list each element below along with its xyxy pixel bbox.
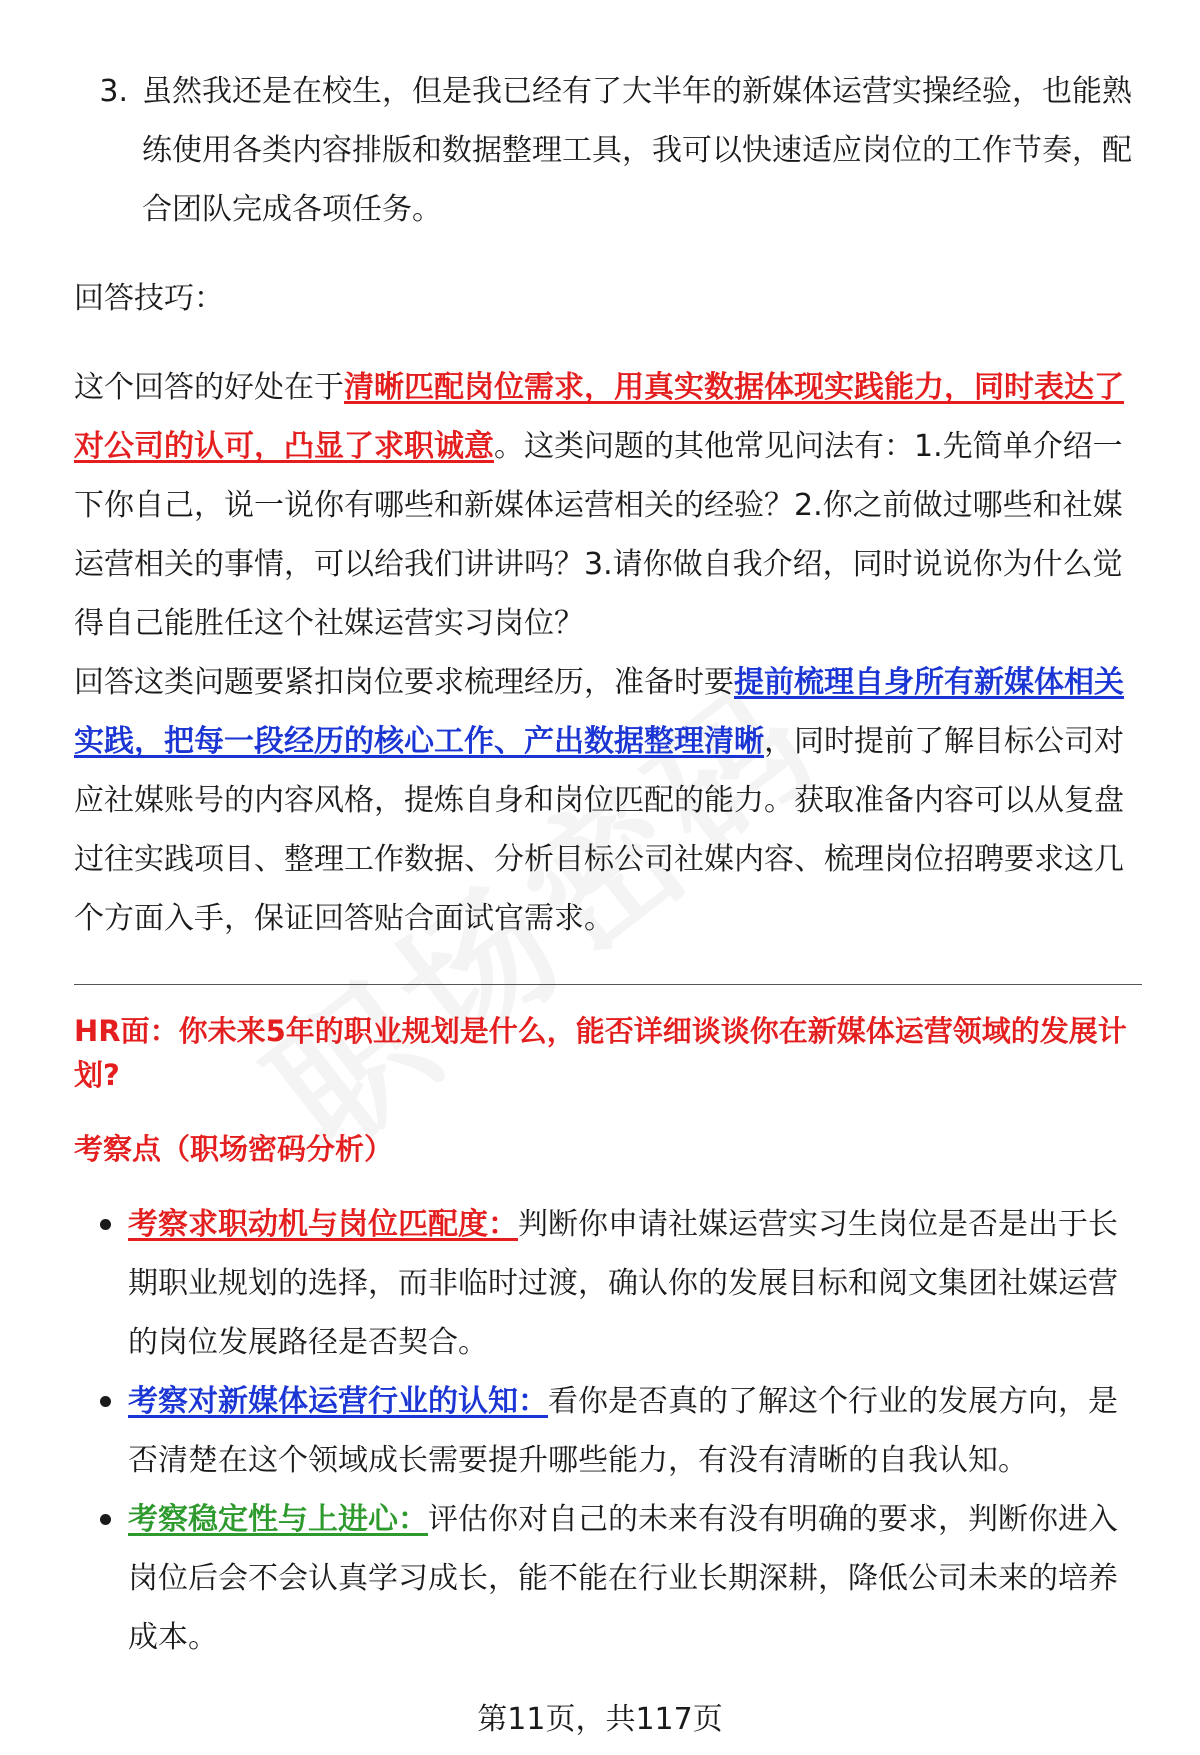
bullet-dot-icon <box>74 1195 128 1372</box>
section-divider <box>74 984 1142 985</box>
tips-paragraph <box>74 358 1142 653</box>
tips-text-before: 这个回答的好处在于 <box>74 370 344 405</box>
exam-point-desc: 看你是否真的了解这个行业的发展方向，是否清楚在这个领域成长需要提升哪些能力，有没有清晰的自我认知。 <box>128 1384 1118 1478</box>
exam-point-text <box>128 1195 1142 1372</box>
exam-point-desc: 判断你申请社媒运营实习生岗位是否是出于长期职业规划的选择，而非临时过渡，确认你的发展目标和阅文集团社媒运营的岗位发展路径是否契合。 <box>128 1207 1118 1360</box>
prep-text-before: 回答这类问题要紧扣岗位要求梳理经历，准备时要 <box>74 665 734 700</box>
exam-point-label: 考察求职动机与岗位匹配度： <box>128 1207 518 1242</box>
hr-question-heading: HR面：你未来5年的职业规划是什么，能否详细谈谈你在新媒体运营领域的发展计划? <box>74 1014 1127 1092</box>
exam-point-text <box>128 1372 1142 1490</box>
page-content <box>74 62 1142 1667</box>
tips-highlight: 清晰匹配岗位需求，用真实数据体现实践能力，同时表达了对公司的认可，凸显了求职诚意 <box>74 370 1124 464</box>
tips-label: 回答技巧： <box>74 281 224 316</box>
exam-point-item <box>74 1490 1142 1667</box>
tips-text-after: 。这类问题的其他常见问法有：1.先简单介绍一下你自己，说一说你有哪些和新媒体运营相关的经验？2.你之前做过哪些和社媒运营相关的事情，可以给我们讲讲吗？3.请你做自我介绍，同时说说你为什么觉得自己能胜任这个社媒运营实习岗位？ <box>74 429 1123 641</box>
exam-point-label: 考察对新媒体运营行业的认知： <box>128 1384 548 1419</box>
exam-point-item <box>74 1195 1142 1372</box>
prep-paragraph <box>74 653 1142 948</box>
exam-point-desc: 评估你对自己的未来有没有明确的要求，判断你进入岗位后会不会认真学习成长，能不能在行业长期深耕，降低公司未来的培养成本。 <box>128 1502 1118 1655</box>
prep-text-after: ，同时提前了解目标公司对应社媒账号的内容风格，提炼自身和岗位匹配的能力。获取准备内容可以从复盘过往实践项目、整理工作数据、分析目标公司社媒内容、梳理岗位招聘要求这几个方面入手，保证回答贴合面试官需求。 <box>74 724 1124 936</box>
prep-highlight: 提前梳理自身所有新媒体相关实践，把每一段经历的核心工作、产出数据整理清晰 <box>74 665 1124 759</box>
item-number: 3. <box>99 74 128 109</box>
exam-points-heading: 考察点（职场密码分析） <box>74 1132 394 1166</box>
item-text: 虽然我还是在校生，但是我已经有了大半年的新媒体运营实操经验，也能熟练使用各类内容排版和数据整理工具，我可以快速适应岗位的工作节奏，配合团队完成各项任务。 <box>142 74 1132 227</box>
exam-point-item <box>74 1372 1142 1490</box>
exam-point-text <box>128 1490 1142 1667</box>
numbered-item <box>74 62 1142 239</box>
bullet-dot-icon <box>74 1372 128 1490</box>
exam-point-label: 考察稳定性与上进心： <box>128 1502 428 1537</box>
page-footer: 第11页，共117页 <box>477 1702 723 1737</box>
bullet-dot-icon <box>74 1490 128 1667</box>
